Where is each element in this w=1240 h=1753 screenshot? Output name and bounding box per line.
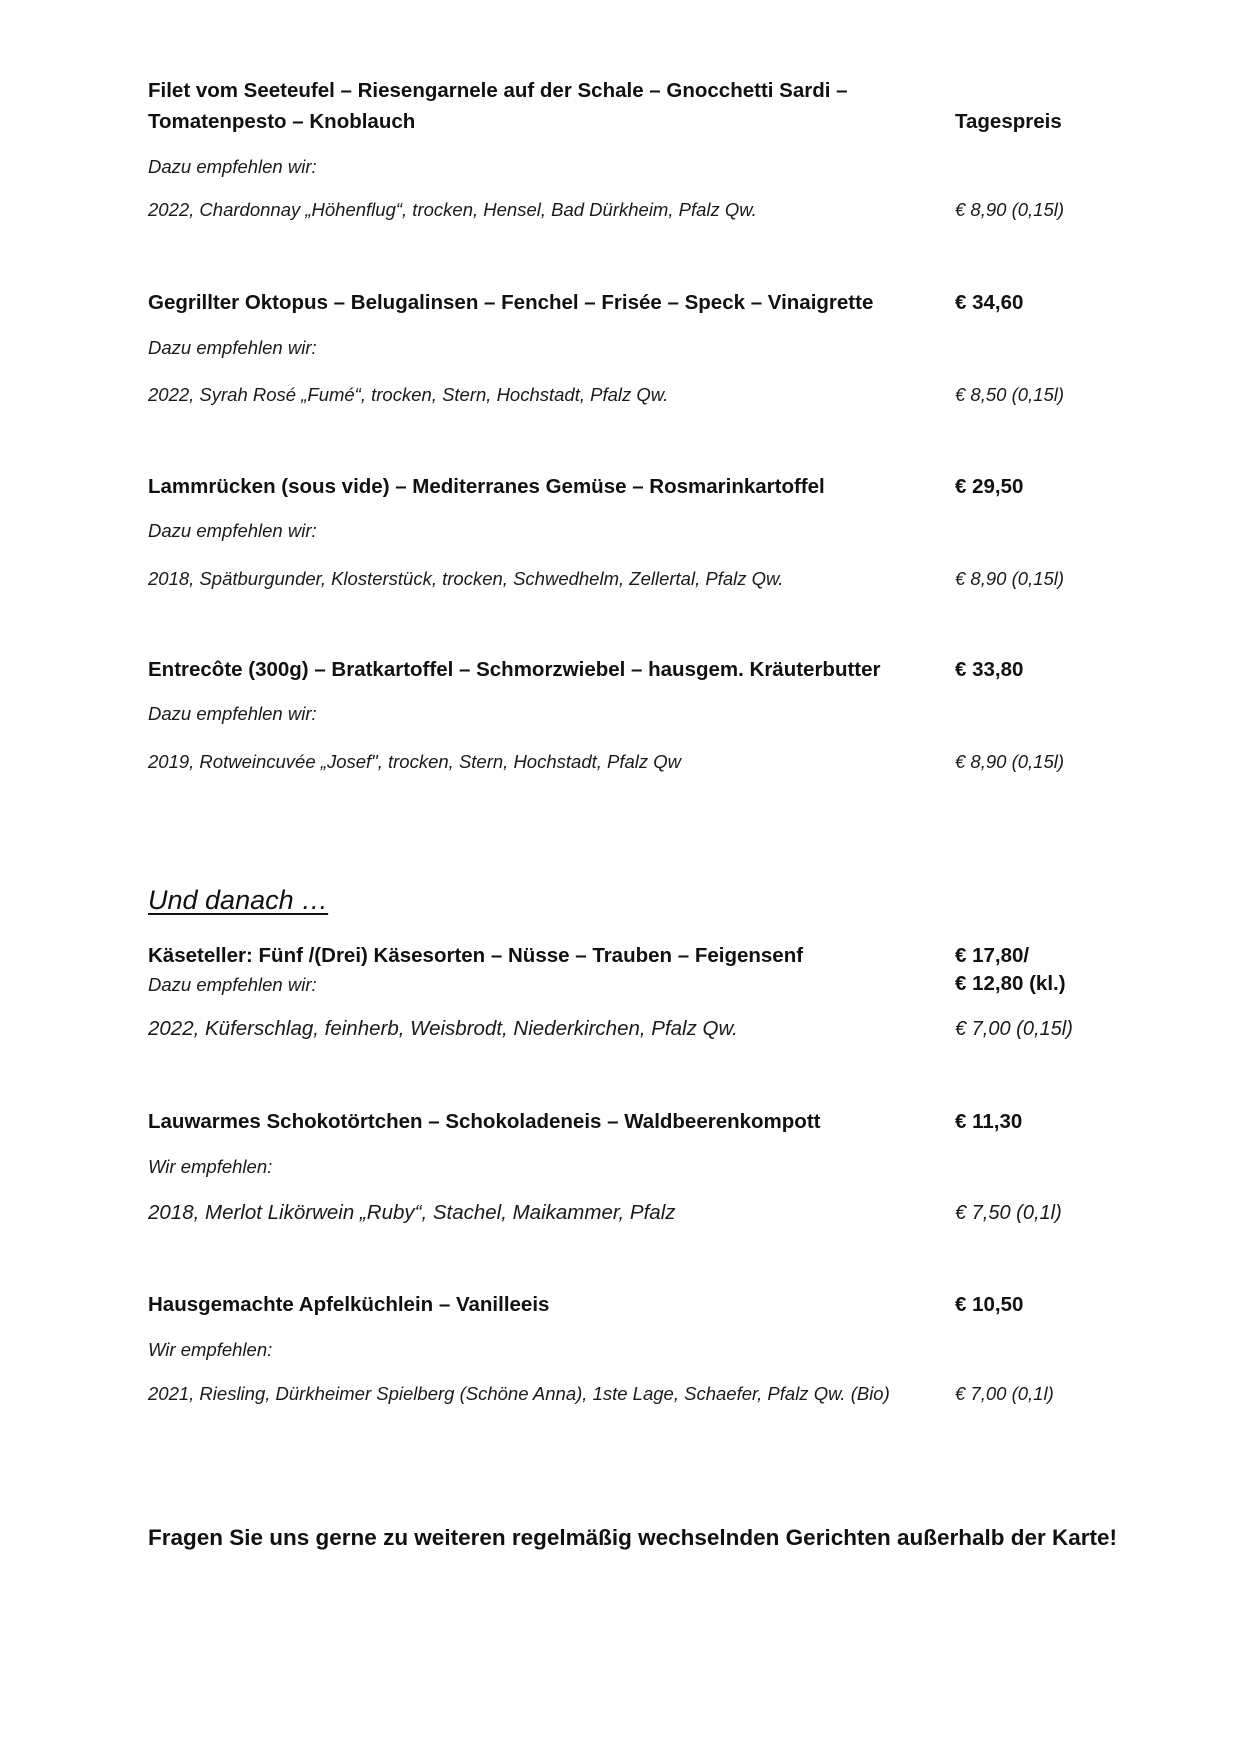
wine-pairing: 2019, Rotweincuvée „Josef", trocken, Stern, Hochstadt, Pfalz Qw bbox=[148, 751, 682, 772]
wine-pairing: 2021, Riesling, Dürkheimer Spielberg (Schöne Anna), 1ste Lage, Schaefer, Pfalz Qw. (Bio) bbox=[148, 1383, 890, 1404]
dish-title-entrecote: Entrecôte (300g) – Bratkartoffel – Schmorzwiebel – hausgem. Kräuterbutter bbox=[148, 658, 881, 681]
wine-pairing: 2022, Syrah Rosé „Fumé“, trocken, Stern, Hochstadt, Pfalz Qw. bbox=[148, 384, 669, 405]
recommendation-label: Dazu empfehlen wir: bbox=[148, 337, 317, 358]
wine-pairing: 2018, Spätburgunder, Klosterstück, trocken, Schwedhelm, Zellertal, Pfalz Qw. bbox=[148, 568, 784, 589]
dish-title-seeteufel-line2: Tomatenpesto – Knoblauch bbox=[148, 110, 416, 133]
wine-price: € 8,90 (0,15l) bbox=[955, 751, 1065, 772]
dish-price-schokotoertchen: € 11,30 bbox=[955, 1110, 1023, 1133]
dish-price-seteufel: Tagespreis bbox=[955, 110, 1062, 133]
recommendation-label: Dazu empfehlen wir: bbox=[148, 156, 317, 177]
wine-price: € 8,90 (0,15l) bbox=[955, 568, 1065, 589]
wine-pairing: 2022, Chardonnay „Höhenflug“, trocken, Hensel, Bad Dürkheim, Pfalz Qw. bbox=[148, 199, 757, 220]
dish-title-kaeseteller: Käseteller: Fünf /(Drei) Käsesorten – Nüsse – Trauben – Feigensenf bbox=[148, 944, 804, 967]
section-heading-dessert: Und danach … bbox=[148, 885, 329, 915]
wine-pairing: 2018, Merlot Likörwein „Ruby“, Stachel, Maikammer, Pfalz bbox=[148, 1201, 676, 1224]
dish-price-kaeseteller-large: € 17,80/ bbox=[955, 944, 1030, 967]
wine-price: € 7,00 (0,1l) bbox=[955, 1383, 1054, 1404]
recommendation-label: Wir empfehlen: bbox=[148, 1156, 273, 1177]
dish-price-entrecote: € 33,80 bbox=[955, 658, 1024, 681]
recommendation-label: Dazu empfehlen wir: bbox=[148, 520, 317, 541]
wine-pairing: 2022, Küferschlag, feinherb, Weisbrodt, Niederkirchen, Pfalz Qw. bbox=[148, 1017, 738, 1040]
dish-title-oktopus: Gegrillter Oktopus – Belugalinsen – Fenchel – Frisée – Speck – Vinaigrette bbox=[148, 291, 874, 314]
dish-title-seeteufel-line1: Filet vom Seeteufel – Riesengarnele auf der Schale – Gnocchetti Sardi – bbox=[148, 79, 848, 102]
dish-price-oktopus: € 34,60 bbox=[955, 291, 1024, 314]
dish-price-lammruecken: € 29,50 bbox=[955, 475, 1024, 498]
wine-price: € 7,50 (0,1l) bbox=[955, 1202, 1062, 1224]
recommendation-label: Dazu empfehlen wir: bbox=[148, 703, 317, 724]
dish-title-lammruecken: Lammrücken (sous vide) – Mediterranes Gemüse – Rosmarinkartoffel bbox=[148, 475, 825, 498]
recommendation-label: Dazu empfehlen wir: bbox=[148, 974, 317, 995]
dish-price-kaeseteller-small: € 12,80 (kl.) bbox=[955, 972, 1066, 995]
recommendation-label: Wir empfehlen: bbox=[148, 1339, 273, 1360]
wine-price: € 7,00 (0,15l) bbox=[955, 1018, 1073, 1040]
dish-title-schokotoertchen: Lauwarmes Schokotörtchen – Schokoladeneis – Waldbeerenkompott bbox=[148, 1110, 821, 1133]
dish-title-apfelkuechlein: Hausgemachte Apfelküchlein – Vanilleeis bbox=[148, 1293, 550, 1316]
dish-price-apfelkuechlein: € 10,50 bbox=[955, 1293, 1024, 1316]
wine-price: € 8,90 (0,15l) bbox=[955, 199, 1065, 220]
footer-note: Fragen Sie uns gerne zu weiteren regelmäßig wechselnden Gerichten außerhalb der Karte! bbox=[148, 1525, 1118, 1550]
wine-price: € 8,50 (0,15l) bbox=[955, 384, 1065, 405]
